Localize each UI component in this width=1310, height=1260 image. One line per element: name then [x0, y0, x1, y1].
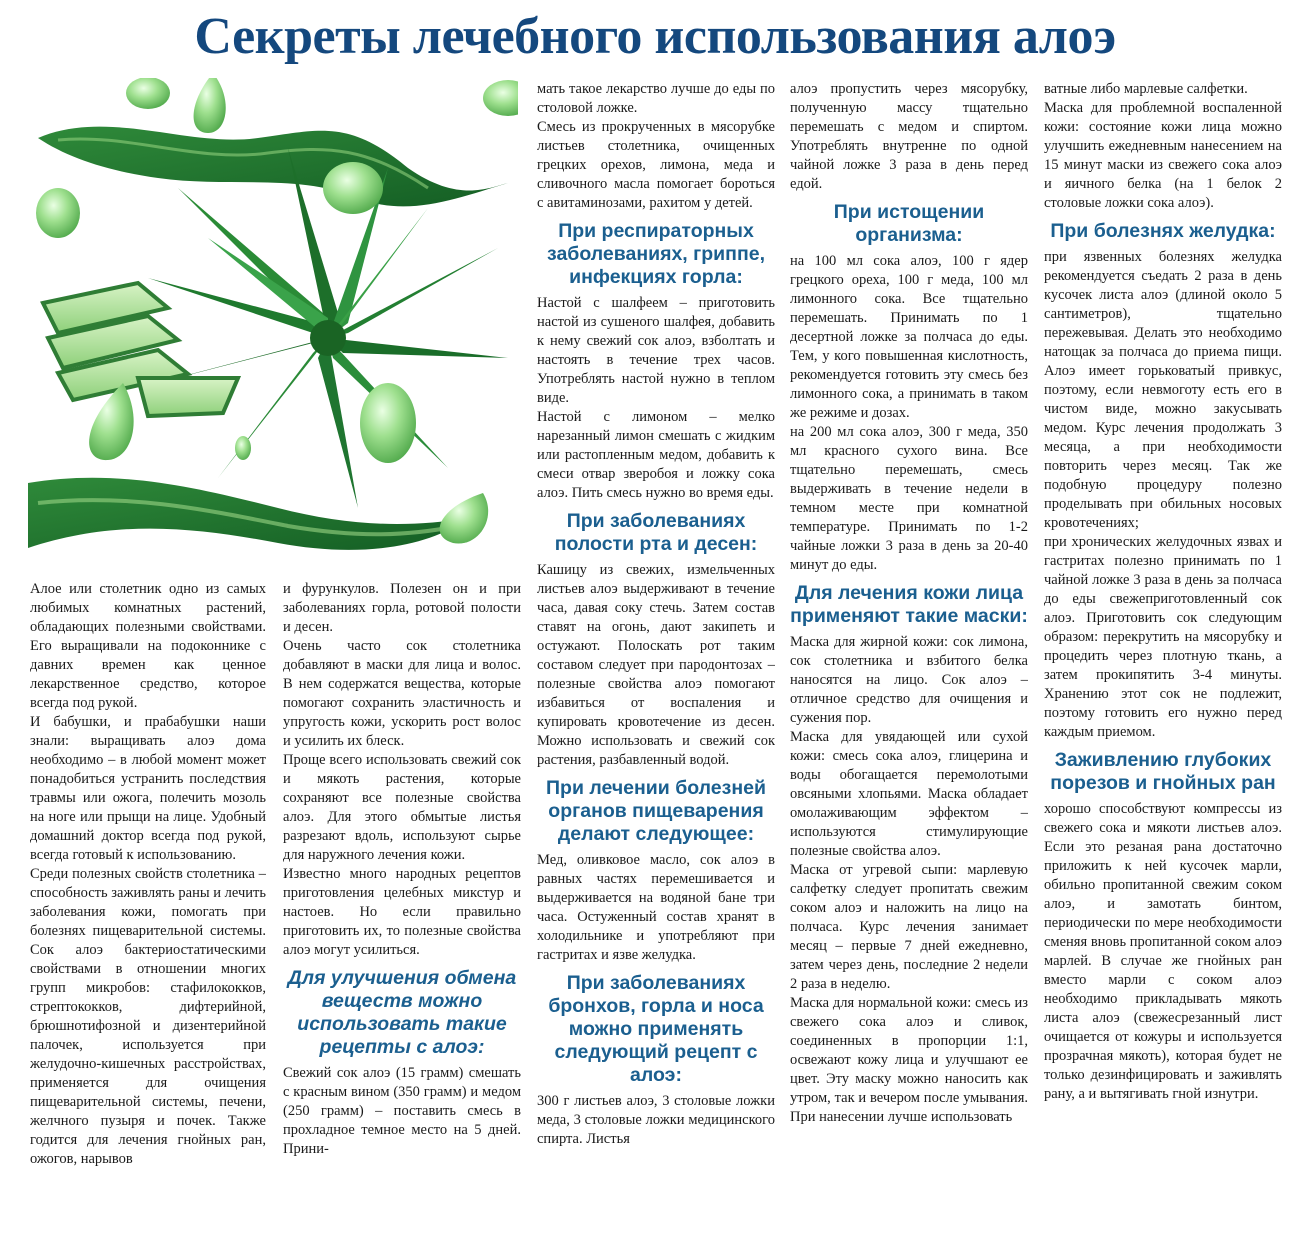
section-heading: При болезнях желудка: — [1050, 220, 1276, 242]
gel-drop — [235, 436, 251, 460]
gel-drop — [194, 78, 226, 133]
text-column-3 — [537, 80, 775, 1255]
gel-drop — [36, 188, 80, 238]
paragraph: Настой с лимоном – мелко нарезанный лимон смешать с жидким или растопленным медом, добавить к смеси отвар зверобоя и ложку сока алоэ. Пить смесь нужно во время еды. — [537, 409, 775, 501]
paragraph: Смесь из прокрученных в мясорубке листьев столетника, очищенных грецких орехов, лимона, меда и сливочного масла помогает бороться с авитаминозами, рахитом у детей. — [537, 119, 775, 211]
paragraph: Мед, оливковое масло, сок алоэ в равных частях перемешивается и выдерживается на водяной бане три часа. Остуженный состав хранят в холодильнике и употребляют при гастритах и язве желудка. — [537, 852, 775, 963]
gel-drop — [126, 78, 170, 109]
paragraph: Маска для нормальной кожи: смесь из свежего сока алоэ и сливок, соединенных в пропорции 1:1, освежают кожу лица и улучшают ее цвет. Эту маску можно наносить как утром, так и вечером после умывания. При нанесении лучше использовать — [790, 995, 1028, 1125]
paragraph: мать такое лекарство лучше до еды по столовой ложке. — [537, 81, 775, 116]
section-heading: Для улучшения обмена веществ можно использовать такие рецепты с алоэ: — [287, 967, 517, 1058]
paragraph: на 100 мл сока алоэ, 100 г ядер грецкого ореха, 100 г меда, 100 мл лимонного сока. Все тщательно перемешать. Принимать по 1 десертной ложке за полчаса до еды. Тем, у кого повышенная кислотность, рекомендуется готовить эту смесь без лимонного сока, а принимать в таком же режиме и дозах. — [790, 253, 1028, 421]
paragraph: Маска для проблемной воспаленной кожи: состояние кожи лица можно улучшить ежедневным нанесением на 15 минут маски из свежего сока алоэ и яичного белка (на 1 белок 2 столовые ложки сока алоэ). — [1044, 100, 1282, 211]
paragraph: алоэ пропустить через мясорубку, полученную массу тщательно перемешать с медом и спиртом. Употреблять внутренне по одной чайной ложке 3 раза в день перед едой. — [790, 81, 1028, 192]
text-column-2 — [283, 580, 521, 1255]
paragraph: Алое или столетник одно из самых любимых комнатных растений, обладающих полезными свойствами. Его выращивали на подоконнике с давних времен как ценное лекарственное средство, которое всегда под рукой. — [30, 581, 266, 711]
paragraph: Свежий сок алоэ (15 грамм) смешать с красным вином (350 грамм) и медом (250 грамм) – поставить смесь в прохладное темное место на 5 дней. Прини- — [283, 1065, 521, 1157]
paragraph: и фурункулов. Полезен он и при заболеваниях горла, ротовой полости и десен. — [283, 581, 521, 635]
gel-drop — [323, 162, 383, 214]
paragraph: Среди полезных свойств столетника – способность заживлять раны и лечить заболевания кожи, помогать при болезнях пищеварительной системы. Сок алоэ бактериостатическими свойствами в отношении многих групп микробов: стафилококков, стрептококков, дифтерийной, брюшнотифозной и дизентерийной палочек, используется при желудочно-кишечных расстройствах, применяется для очищения пищеварительной системы, печени, желчного пузыря и почек. Также годится для лечения гнойных ран, ожогов, нарывов — [30, 866, 266, 1167]
aloe-slice — [138, 378, 238, 416]
paragraph: Маска от угревой сыпи: марлевую салфетку следует пропитать свежим соком алоэ и наложить на лицо на полчаса. Курс лечения занимает месяц – первые 7 дней ежедневно, затем через день, последние 2 недели 2 раза в неделю. — [790, 862, 1028, 992]
aloe-plant — [138, 148, 508, 508]
text-column-5 — [1044, 80, 1282, 1255]
paragraph: Настой с шалфеем – приготовить настой из сушеного шалфея, добавить к нему свежий сок алоэ, взболтать и настоять в течение трех часов. Употреблять настой нужно в теплом виде. — [537, 295, 775, 406]
paragraph: Маска для увядающей или сухой кожи: смесь сока алоэ, глицерина и воды обогащается перемолотыми овсяными хлопьями. Маска обладает омолаживающим эффектом – используются стимулирующие полезные свойства алоэ. — [790, 729, 1028, 859]
paragraph: при хронических желудочных язвах и гастритах полезно принимать по 1 чайной ложке 3 раза в день за полчаса до еды свежеприготовленный сок алоэ. Приготовить сок следующим образом: перекрутить на мясорубку и процедить через плотную ткань, а затем прокипятить 3-4 минуты. Хранению этот сок не подлежит, поэтому готовить его нужно перед каждым приемом. — [1044, 534, 1282, 740]
paragraph: Кашицу из свежих, измельченных листьев алоэ выдерживают в течение часа, давая соку стечь. Затем состав ставят на огонь, дают закипеть и остужают. Полоскать рот таким составом следует при пародонтозах – полезные свойства алоэ помогают избавиться от воспаления и купировать кровотечение из десен. Можно использовать и свежий сок растения, разбавленный водой. — [537, 562, 775, 768]
section-heading: Для лечения кожи лица применяют такие маски: — [790, 582, 1028, 627]
paragraph: И бабушки, и прабабушки наши знали: выращивать алоэ дома необходимо – в любой момент может понадобиться устранить последствия травмы или ожога, полечить мозоль на ноге или прыщи на лице. Удобный домашний доктор всегда под рукой, всегда готовый к использованию. — [30, 714, 266, 863]
leaf-bottom — [28, 478, 468, 550]
section-heading: При заболеваниях полости рта и десен: — [554, 510, 758, 555]
paragraph: 300 г листьев алоэ, 3 столовые ложки меда, 3 столовые ложки медицинского спирта. Листья — [537, 1093, 775, 1147]
section-heading: При лечении болезней органов пищеварения делают следующее: — [546, 777, 766, 845]
paragraph: на 200 мл сока алоэ, 300 г меда, 350 мл красного сухого вина. Все тщательно перемешать, смесь выдерживать в течение недели в темном месте при комнатной температуре. Принимать по 1-2 чайные ложки 3 раза в день за 20-40 минут до еды. — [790, 424, 1028, 573]
paragraph: хорошо способствуют компрессы из свежего сока и мякоти листьев алоэ. Если это резаная рана достаточно приложить к ней кусочек марли, обильно пропитанной свежим соком алоэ, и замотать бинтом, периодически по мере необходимости сменяя вновь пропитанной соком алоэ марлей. В случае же гнойных ран вместо марли с соком алоэ необходимо прикладывать мякоть листа алоэ (свежесрезанный лист очищается от кожуры и используется прозрачная мякоть), которая будет не только дезинфицировать и заживлять рану, а и вытягивать гной изнутри. — [1044, 801, 1282, 1102]
aloe-illustration — [28, 78, 518, 575]
text-column-4 — [790, 80, 1028, 1255]
page-title: Секреты лечебного использования алоэ — [194, 8, 1116, 65]
gel-drop — [483, 80, 518, 116]
section-heading: При истощении организма: — [833, 201, 985, 246]
paragraph: Маска для жирной кожи: сок лимона, сок столетника и взбитого белка наносятся на лицо. Сок алоэ – отличное средство для очищения и сужения пор. — [790, 634, 1028, 726]
paragraph: ватные либо марлевые салфетки. — [1044, 81, 1248, 97]
paragraph: Очень часто сок столетника добавляют в маски для лица и волос. В нем содержатся вещества, которые помогают сохранить эластичность и упругость кожи, ускорить рост волос и усилить их блеск. — [283, 638, 521, 749]
leaf-top — [38, 127, 508, 207]
text-column-1 — [30, 580, 266, 1255]
section-heading: Заживлению глубоких порезов и гнойных ран — [1050, 749, 1276, 794]
paragraph: Проще всего использовать свежий сок и мякоть растения, которые сохраняют все полезные свойства алоэ. Для этого обмытые листья разрезают вдоль, используют сырье для наружного лечения кожи. — [283, 752, 521, 863]
gel-drop — [440, 493, 489, 544]
section-heading: При респираторных заболеваниях, гриппе, инфекциях горла: — [547, 220, 765, 288]
section-heading: При заболеваниях бронхов, горла и носа можно применять следующий рецепт с алоэ: — [548, 972, 764, 1086]
gel-drop — [360, 383, 416, 463]
paragraph: при язвенных болезнях желудка рекомендуется съедать 2 раза в день кусочек листа алоэ (длиной около 5 сантиметров), тщательно пережевывая. Делать это необходимо натощак за полчаса до приема пищи. Алоэ имеет горьковатый привкус, поэтому, если невмоготу есть его в чистом виде, можно закусывать медом. Курс лечения продолжать 3 месяца, а при необходимости повторить через месяц. Так же подобную процедуру полезно проделывать при обильных носовых кровотечениях; — [1044, 249, 1282, 531]
paragraph: Известно много народных рецептов приготовления целебных микстур и настоев. Но если правильно приготовить их, то полезные свойства алоэ могут усилиться. — [283, 866, 521, 958]
